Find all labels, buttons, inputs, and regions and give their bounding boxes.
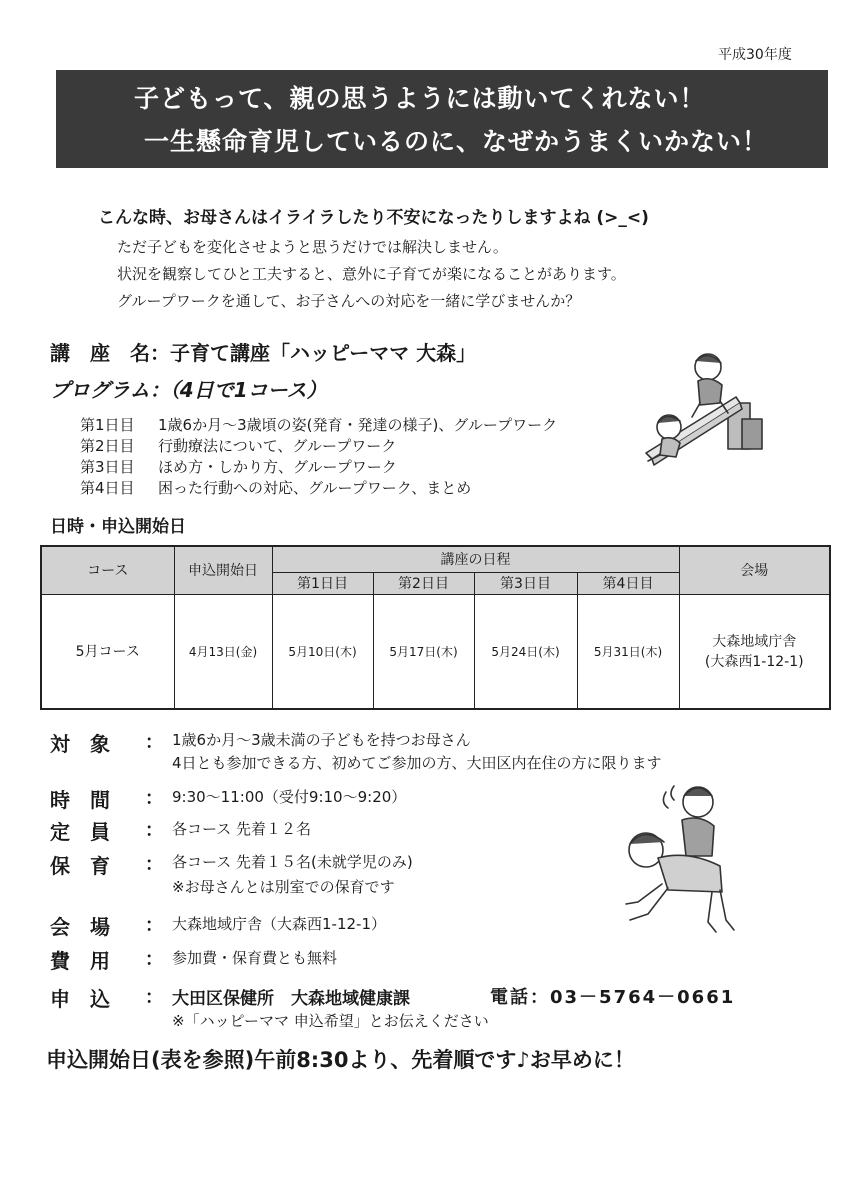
colon: ：	[145, 732, 163, 753]
venue-name: 大森地域庁舎	[712, 634, 797, 651]
header-apply-start: 申込開始日	[174, 546, 272, 594]
headline-banner	[56, 70, 828, 168]
header-day1: 第1日目	[272, 572, 373, 594]
cell-venue	[679, 594, 830, 709]
cell-apply-start: 4月13日(金)	[174, 594, 272, 709]
program-day-3	[80, 456, 397, 477]
cell-day2: 5月17日(木)	[373, 594, 474, 709]
apply-phone: 電話：03－5764－0661	[490, 987, 736, 1008]
cell-day3: 5月24日(木)	[474, 594, 577, 709]
capacity-label: 定 員	[50, 820, 110, 844]
day-label: 第1日目	[80, 416, 135, 434]
fee-value: 参加費・保育費とも無料	[172, 949, 338, 967]
colon: ：	[145, 949, 163, 970]
day-content: ほめ方・しかり方、グループワーク	[158, 458, 397, 476]
childcare-label: 保 育	[50, 854, 110, 878]
day-label: 第3日目	[80, 458, 135, 476]
time-label: 時 間	[50, 788, 110, 812]
header-venue: 会場	[679, 546, 830, 594]
parent-child-playing-illustration	[608, 780, 743, 940]
program-day-1	[80, 414, 557, 435]
target-label: 対 象	[50, 732, 110, 756]
day-content: 困った行動への対応、グループワーク、まとめ	[158, 479, 472, 497]
day-label: 第2日目	[80, 437, 135, 455]
program-day-4	[80, 477, 471, 498]
table-row	[41, 594, 830, 709]
apply-label: 申 込	[50, 987, 110, 1011]
children-on-slide-illustration	[636, 345, 771, 470]
cell-day1: 5月10日(木)	[272, 594, 373, 709]
header-day3: 第3日目	[474, 572, 577, 594]
time-value: 9:30～11:00（受付9:10～9:20）	[172, 788, 407, 806]
childcare-line-2: ※お母さんとは別室での保育です	[172, 878, 395, 896]
day-label: 第4日目	[80, 479, 135, 497]
header-course: コース	[41, 546, 174, 594]
colon: ：	[145, 987, 163, 1008]
headline-line2: 一生懸命育児しているのに、なぜかうまくいかない！	[144, 127, 769, 156]
header-day2: 第2日目	[373, 572, 474, 594]
intro-heading: こんな時、お母さんはイライラしたり不安になったりしますよね (>_<)	[98, 208, 649, 228]
schedule-table	[40, 545, 831, 710]
apply-note: ※「ハッピーママ 申込希望」とお伝えください	[172, 1012, 489, 1030]
venue-value: 大森地域庁舎（大森西1-12-1）	[172, 915, 387, 933]
venue-address: (大森西1-12-1)	[704, 654, 804, 671]
intro-line-2: 状況を観察してひと工夫すると、意外に子育てが楽になることがあります。	[117, 265, 626, 283]
colon: ：	[145, 915, 163, 936]
capacity-value: 各コース 先着１２名	[172, 820, 312, 838]
day-content: 行動療法について、グループワーク	[158, 437, 397, 455]
target-line-1: 1歳6か月～3歳未満の子どもを持つお母さん	[172, 731, 471, 749]
apply-org: 大田区保健所 大森地域健康課	[172, 989, 410, 1009]
headline-line1: 子どもって、親の思うようには動いてくれない！	[134, 84, 706, 113]
fiscal-year: 平成30年度	[718, 47, 792, 63]
day-content: 1歳6か月～3歳頃の姿(発育・発達の様子)、グループワーク	[158, 416, 558, 434]
course-name: 講 座 名：子育て講座「ハッピーママ 大森」	[50, 341, 477, 365]
header-day4: 第4日目	[577, 572, 679, 594]
colon: ：	[145, 854, 163, 875]
venue-label: 会 場	[50, 915, 110, 939]
colon: ：	[145, 820, 163, 841]
intro-line-1: ただ子どもを変化させようと思うだけでは解決しません。	[117, 238, 508, 256]
cell-course: 5月コース	[41, 594, 174, 709]
program-heading: プログラム：（4日で1コース）	[50, 378, 327, 402]
fee-label: 費 用	[50, 949, 110, 973]
closing-notice: 申込開始日(表を参照)午前8:30より、先着順です♪お早めに！	[46, 1048, 635, 1072]
header-dates-group: 講座の日程	[272, 546, 679, 572]
childcare-line-1: 各コース 先着１５名(未就学児のみ)	[172, 853, 413, 871]
target-line-2: 4日とも参加できる方、初めてご参加の方、大田区内在住の方に限ります	[172, 754, 662, 772]
intro-line-3: グループワークを通して、お子さんへの対応を一緒に学びませんか？	[117, 292, 581, 310]
schedule-heading: 日時・申込開始日	[50, 517, 186, 537]
cell-day4: 5月31日(木)	[577, 594, 679, 709]
colon: ：	[145, 788, 163, 809]
program-day-2	[80, 435, 396, 456]
